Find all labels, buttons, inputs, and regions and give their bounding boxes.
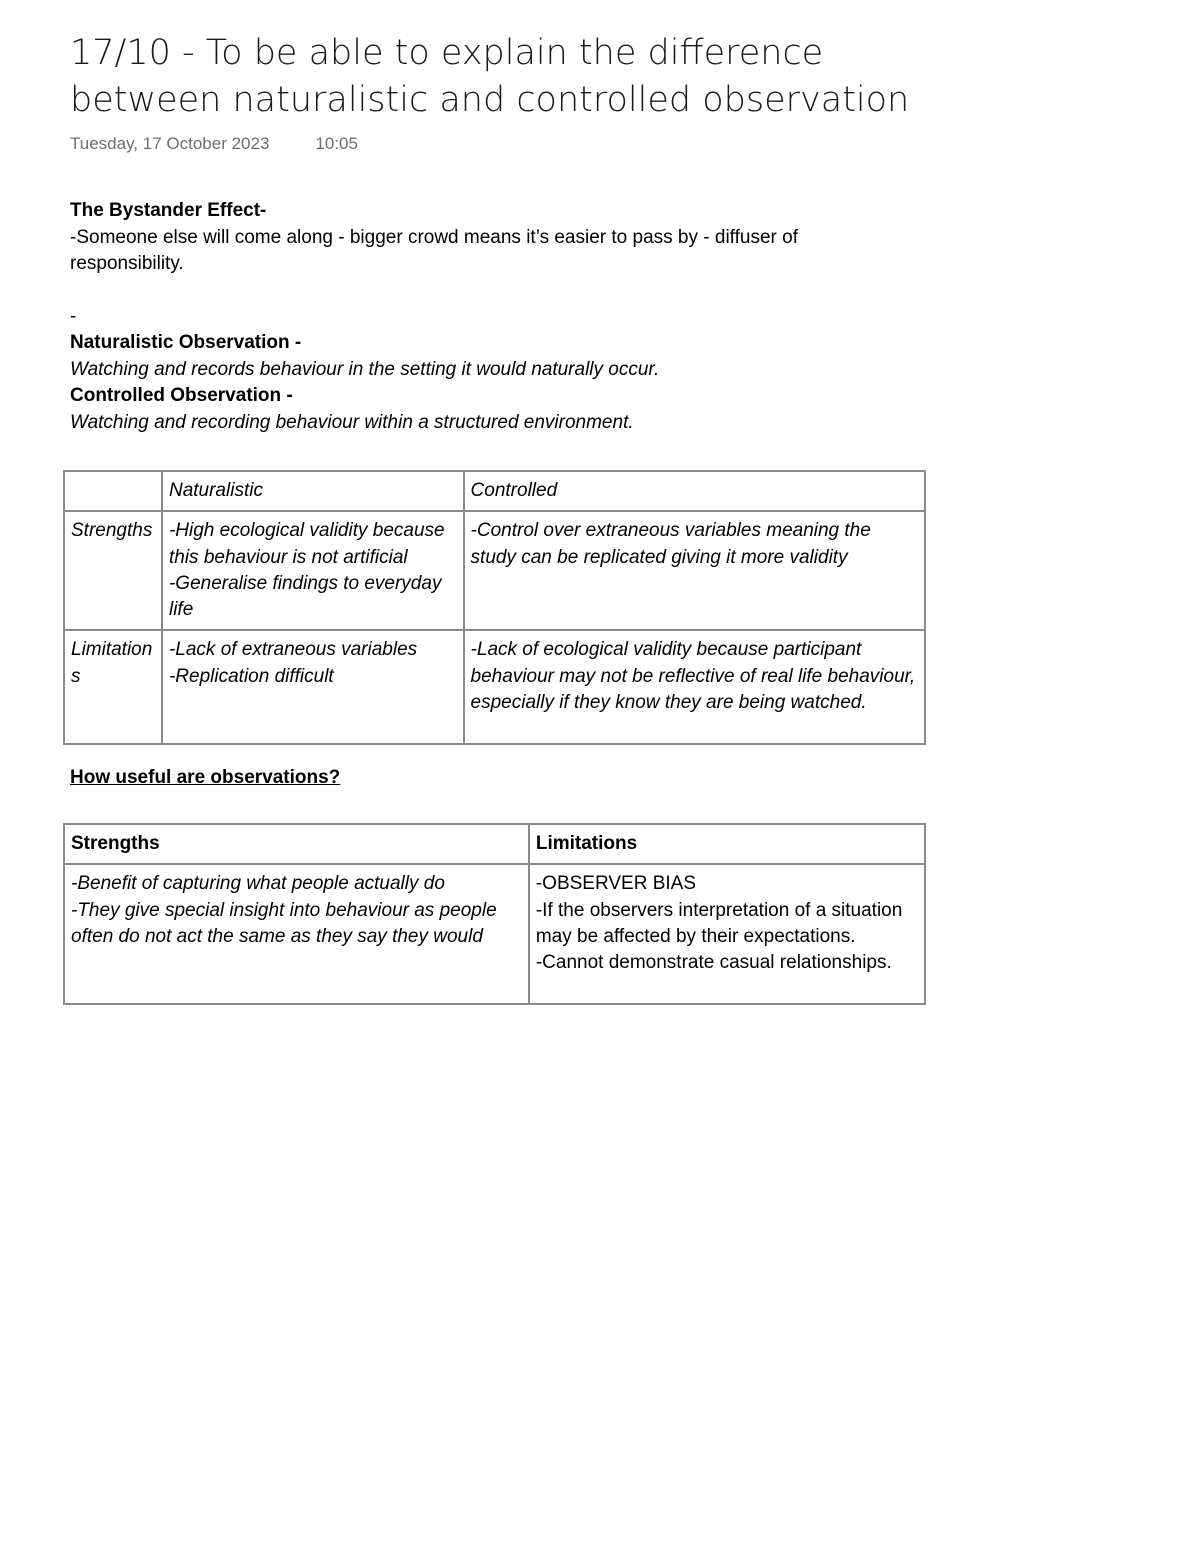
comparison-table [63,470,926,745]
note-meta [70,134,1130,154]
naturalistic-heading: Naturalistic Observation - [70,332,302,353]
table-cell [162,511,464,630]
cell-line: -Benefit of capturing what people actually do [71,873,445,895]
cell-line: -High ecological validity because this behaviour is not artificial [168,520,445,568]
table-row [64,630,925,744]
cell-line: -They give special insight into behaviour as people often do not act the same as they say they would [71,899,497,947]
table-row [64,864,925,1004]
table-cell [64,471,162,511]
cell-line: -Cannot demonstrate casual relationships. [535,952,892,974]
table-cell [464,511,925,630]
cell-line: -Control over extraneous variables meaning the study can be replicated giving it more validity [470,520,871,568]
table-cell [464,630,925,744]
table-row [64,471,925,511]
table-header-strengths: Strengths [64,824,529,864]
table-cell [529,864,925,1004]
lone-dash: - [70,305,77,327]
bystander-text: -Someone else will come along - bigger crowd means it’s easier to pass by - diffuser of responsibility. [70,226,798,274]
cell-line: -Generalise findings to everyday life [168,572,442,621]
table-row [64,511,925,630]
definitions-section [70,304,1130,437]
usefulness-heading: How useful are observations? [70,767,341,788]
bystander-heading: The Bystander Effect- [70,200,267,221]
row-label-strengths: Strengths [64,511,162,630]
usefulness-table [63,823,926,1005]
page-title: 17/10 - To be able to explain the difference between naturalistic and controlled observation [70,33,910,120]
table-cell [64,864,529,1004]
table-header-naturalistic: Naturalistic [162,471,464,511]
cell-line: -If the observers interpretation of a situation may be affected by their expectations. [535,899,903,947]
controlled-heading: Controlled Observation - [70,385,293,406]
cell-line: -Replication difficult [168,665,334,687]
table-row [64,824,925,864]
cell-line: -Lack of ecological validity because participant behaviour may not be reflective of real life behaviour, especially if they know they are being watched. [470,639,916,714]
controlled-definition: Watching and recording behaviour within a structured environment. [70,411,634,433]
note-page [70,30,1130,974]
table-cell [162,630,464,744]
note-time: 10:05 [315,134,358,153]
table-header-controlled: Controlled [464,471,925,511]
cell-line: -Lack of extraneous variables [168,639,418,661]
note-date: Tuesday, 17 October 2023 [70,134,270,153]
table-header-limitations: Limitations [529,824,925,864]
bystander-section [70,198,1130,278]
cell-line: -OBSERVER BIAS [535,873,696,895]
row-label-limitations: Limitations [64,630,162,744]
naturalistic-definition: Watching and records behaviour in the setting it would naturally occur. [70,358,660,380]
